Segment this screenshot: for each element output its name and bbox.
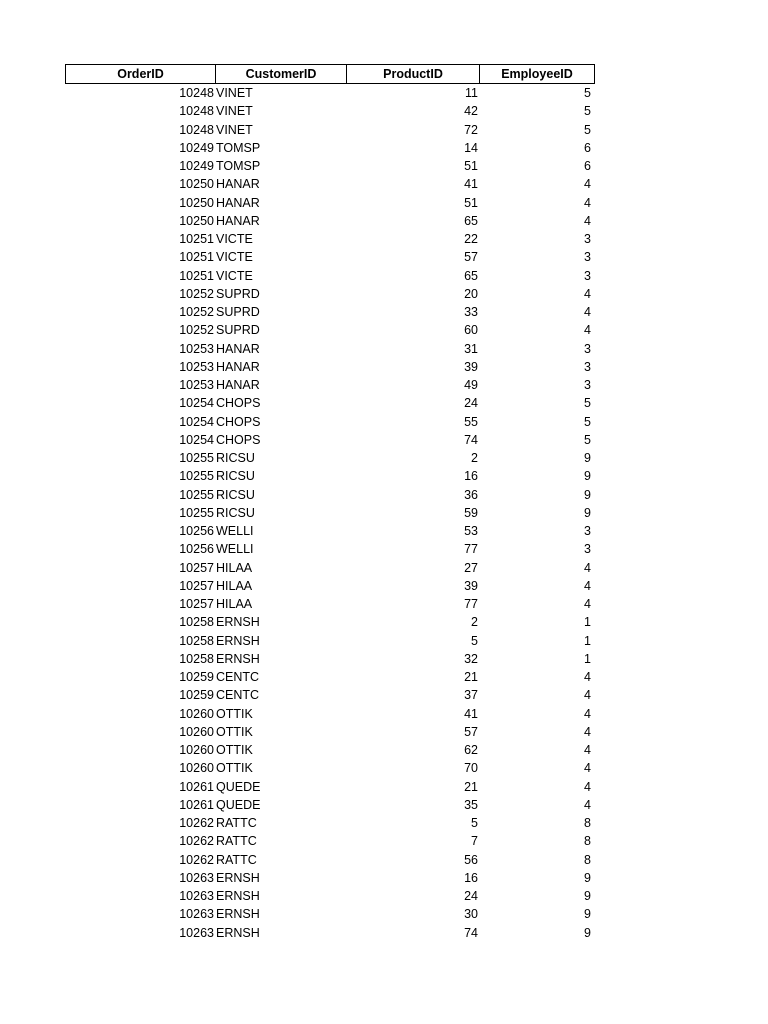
employee-id-cell: 4: [584, 286, 591, 301]
table-row: [65, 705, 595, 723]
employee-id-cell: 9: [584, 907, 591, 922]
customer-id-cell: HILAA: [216, 560, 253, 575]
order-id-cell: 10258: [179, 615, 214, 630]
customer-id-cell: OTTIK: [216, 706, 253, 721]
order-id-cell: 10262: [179, 816, 214, 830]
customer-id-cell: CHOPS: [216, 414, 261, 429]
customer-id-cell: OTTIK: [216, 761, 253, 776]
customer-id-cell: TOMSP: [216, 159, 261, 173]
order-id-cell: 10256: [179, 542, 214, 557]
employee-id-cell: 4: [584, 797, 591, 812]
employee-id-cell: 8: [584, 816, 591, 830]
table-row: [65, 321, 595, 339]
product-id-cell: 16: [464, 870, 478, 885]
header-orderid: OrderID: [66, 65, 216, 83]
table-row: [65, 851, 595, 869]
customer-id-cell: RATTC: [216, 834, 257, 849]
order-id-cell: 10262: [179, 852, 214, 867]
product-id-cell: 2: [471, 615, 478, 630]
order-id-cell: 10254: [179, 414, 214, 429]
table-row: [65, 668, 595, 686]
order-id-cell: 10262: [179, 834, 214, 849]
customer-id-cell: ERNSH: [216, 907, 260, 922]
employee-id-cell: 3: [584, 378, 591, 392]
customer-id-cell: WELLI: [216, 524, 254, 538]
customer-id-cell: ERNSH: [216, 870, 260, 885]
order-id-cell: 10248: [179, 86, 214, 100]
employee-id-cell: 5: [584, 414, 591, 429]
employee-id-cell: 4: [584, 779, 591, 794]
employee-id-cell: 9: [584, 469, 591, 484]
product-id-cell: 57: [464, 250, 478, 265]
table-row: [65, 814, 595, 832]
product-id-cell: 33: [464, 305, 478, 319]
product-id-cell: 60: [464, 323, 478, 338]
employee-id-cell: 3: [584, 542, 591, 557]
employee-id-cell: 5: [584, 396, 591, 411]
employee-id-cell: 4: [584, 195, 591, 210]
product-id-cell: 31: [464, 341, 478, 356]
product-id-cell: 77: [464, 542, 478, 557]
table-row: [65, 84, 595, 102]
table-row: [65, 285, 595, 303]
table-row: [65, 504, 595, 522]
customer-id-cell: HANAR: [216, 341, 260, 356]
customer-id-cell: VINET: [216, 86, 253, 100]
customer-id-cell: CHOPS: [216, 396, 261, 411]
employee-id-cell: 3: [584, 268, 591, 283]
order-id-cell: 10248: [179, 104, 214, 119]
employee-id-cell: 9: [584, 889, 591, 903]
order-id-cell: 10255: [179, 451, 214, 465]
employee-id-cell: 4: [584, 213, 591, 228]
employee-id-cell: 5: [584, 86, 591, 100]
order-id-cell: 10249: [179, 159, 214, 173]
customer-id-cell: HANAR: [216, 213, 260, 228]
table-row: [65, 376, 595, 394]
order-details-table: [65, 64, 595, 942]
employee-id-cell: 4: [584, 706, 591, 721]
product-id-cell: 39: [464, 578, 478, 593]
order-id-cell: 10257: [179, 597, 214, 611]
employee-id-cell: 6: [584, 140, 591, 155]
product-id-cell: 41: [464, 706, 478, 721]
table-row: [65, 522, 595, 540]
customer-id-cell: RICSU: [216, 469, 255, 484]
table-row: [65, 413, 595, 431]
customer-id-cell: HANAR: [216, 195, 260, 210]
order-id-cell: 10260: [179, 761, 214, 776]
employee-id-cell: 3: [584, 359, 591, 374]
customer-id-cell: ERNSH: [216, 889, 260, 903]
product-id-cell: 20: [464, 286, 478, 301]
order-id-cell: 10263: [179, 870, 214, 885]
product-id-cell: 62: [464, 743, 478, 757]
table-row: [65, 157, 595, 175]
customer-id-cell: CHOPS: [216, 432, 261, 447]
customer-id-cell: HILAA: [216, 597, 253, 611]
order-id-cell: 10251: [179, 232, 214, 246]
customer-id-cell: RATTC: [216, 816, 257, 830]
product-id-cell: 16: [464, 469, 478, 484]
employee-id-cell: 4: [584, 688, 591, 703]
order-id-cell: 10258: [179, 633, 214, 648]
table-row: [65, 723, 595, 741]
table-row: [65, 358, 595, 376]
order-id-cell: 10251: [179, 268, 214, 283]
customer-id-cell: TOMSP: [216, 140, 261, 155]
customer-id-cell: OTTIK: [216, 743, 253, 757]
table-row: [65, 303, 595, 321]
customer-id-cell: OTTIK: [216, 724, 253, 739]
table-row: [65, 540, 595, 558]
product-id-cell: 65: [464, 213, 478, 228]
table-row: [65, 559, 595, 577]
table-row: [65, 887, 595, 905]
customer-id-cell: RATTC: [216, 852, 257, 867]
employee-id-cell: 3: [584, 341, 591, 356]
product-id-cell: 11: [465, 86, 478, 100]
order-id-cell: 10261: [179, 797, 214, 812]
product-id-cell: 55: [464, 414, 478, 429]
order-id-cell: 10254: [179, 396, 214, 411]
product-id-cell: 7: [471, 834, 478, 849]
product-id-cell: 59: [464, 505, 478, 520]
product-id-cell: 74: [464, 432, 478, 447]
employee-id-cell: 4: [584, 597, 591, 611]
employee-id-cell: 3: [584, 250, 591, 265]
order-id-cell: 10252: [179, 286, 214, 301]
product-id-cell: 2: [471, 451, 478, 465]
order-id-cell: 10248: [179, 122, 214, 137]
customer-id-cell: RICSU: [216, 451, 255, 465]
employee-id-cell: 9: [584, 451, 591, 465]
order-id-cell: 10257: [179, 560, 214, 575]
product-id-cell: 22: [464, 232, 478, 246]
product-id-cell: 49: [464, 378, 478, 392]
customer-id-cell: HANAR: [216, 359, 260, 374]
table-row: [65, 869, 595, 887]
employee-id-cell: 1: [584, 633, 591, 648]
table-row: [65, 394, 595, 412]
customer-id-cell: RICSU: [216, 487, 255, 502]
employee-id-cell: 4: [584, 578, 591, 593]
table-row: [65, 759, 595, 777]
table-row: [65, 230, 595, 248]
product-id-cell: 30: [464, 907, 478, 922]
employee-id-cell: 4: [584, 323, 591, 338]
customer-id-cell: VINET: [216, 122, 253, 137]
customer-id-cell: RICSU: [216, 505, 255, 520]
order-id-cell: 10255: [179, 469, 214, 484]
order-id-cell: 10251: [179, 250, 214, 265]
product-id-cell: 51: [464, 159, 478, 173]
order-id-cell: 10250: [179, 177, 214, 192]
order-id-cell: 10250: [179, 195, 214, 210]
employee-id-cell: 5: [584, 122, 591, 137]
order-id-cell: 10260: [179, 743, 214, 757]
table-row: [65, 741, 595, 759]
employee-id-cell: 8: [584, 852, 591, 867]
product-id-cell: 24: [464, 889, 478, 903]
employee-id-cell: 5: [584, 432, 591, 447]
customer-id-cell: HILAA: [216, 578, 253, 593]
table-row: [65, 595, 595, 613]
product-id-cell: 57: [464, 724, 478, 739]
product-id-cell: 51: [464, 195, 478, 210]
order-id-cell: 10250: [179, 213, 214, 228]
employee-id-cell: 4: [584, 724, 591, 739]
customer-id-cell: ERNSH: [216, 615, 260, 630]
table-header-row: [65, 64, 595, 84]
table-row: [65, 121, 595, 139]
customer-id-cell: VICTE: [216, 250, 253, 265]
customer-id-cell: CENTC: [216, 688, 260, 703]
table-row: [65, 924, 595, 942]
employee-id-cell: 4: [584, 560, 591, 575]
table-row: [65, 248, 595, 266]
employee-id-cell: 8: [584, 834, 591, 849]
employee-id-cell: 3: [584, 524, 591, 538]
product-id-cell: 5: [471, 816, 478, 830]
employee-id-cell: 4: [584, 743, 591, 757]
product-id-cell: 70: [464, 761, 478, 776]
table-row: [65, 194, 595, 212]
order-id-cell: 10260: [179, 706, 214, 721]
order-id-cell: 10256: [179, 524, 214, 538]
product-id-cell: 72: [464, 122, 478, 137]
order-id-cell: 10252: [179, 305, 214, 319]
employee-id-cell: 9: [584, 870, 591, 885]
customer-id-cell: VICTE: [216, 268, 253, 283]
order-id-cell: 10254: [179, 432, 214, 447]
order-id-cell: 10255: [179, 487, 214, 502]
header-customerid: CustomerID: [216, 65, 347, 83]
employee-id-cell: 4: [584, 761, 591, 776]
customer-id-cell: SUPRD: [216, 286, 260, 301]
customer-id-cell: ERNSH: [216, 925, 260, 940]
product-id-cell: 74: [464, 925, 478, 940]
employee-id-cell: 9: [584, 487, 591, 502]
table-row: [65, 613, 595, 631]
employee-id-cell: 6: [584, 159, 591, 173]
table-row: [65, 340, 595, 358]
table-row: [65, 449, 595, 467]
product-id-cell: 41: [464, 177, 478, 192]
table-body: [65, 84, 595, 942]
customer-id-cell: ERNSH: [216, 633, 260, 648]
customer-id-cell: CENTC: [216, 670, 260, 684]
table-row: [65, 686, 595, 704]
customer-id-cell: SUPRD: [216, 305, 260, 319]
product-id-cell: 53: [464, 524, 478, 538]
customer-id-cell: VINET: [216, 104, 253, 119]
product-id-cell: 21: [464, 670, 478, 684]
product-id-cell: 42: [464, 104, 478, 119]
table-row: [65, 832, 595, 850]
table-row: [65, 139, 595, 157]
product-id-cell: 21: [464, 779, 478, 794]
order-id-cell: 10253: [179, 341, 214, 356]
product-id-cell: 24: [464, 396, 478, 411]
customer-id-cell: HANAR: [216, 177, 260, 192]
product-id-cell: 77: [464, 597, 478, 611]
order-id-cell: 10255: [179, 505, 214, 520]
customer-id-cell: ERNSH: [216, 651, 260, 666]
table-row: [65, 905, 595, 923]
header-employeeid: EmployeeID: [501, 67, 573, 81]
employee-id-cell: 1: [584, 651, 591, 666]
employee-id-cell: 5: [584, 104, 591, 119]
order-id-cell: 10257: [179, 578, 214, 593]
customer-id-cell: HANAR: [216, 378, 260, 392]
customer-id-cell: WELLI: [216, 542, 254, 557]
product-id-cell: 32: [464, 651, 478, 666]
table-row: [65, 778, 595, 796]
order-id-cell: 10261: [179, 779, 214, 794]
order-id-cell: 10252: [179, 323, 214, 338]
table-row: [65, 212, 595, 230]
order-id-cell: 10260: [179, 724, 214, 739]
table-row: [65, 577, 595, 595]
table-row: [65, 431, 595, 449]
order-id-cell: 10263: [179, 907, 214, 922]
table-row: [65, 486, 595, 504]
table-row: [65, 467, 595, 485]
order-id-cell: 10259: [179, 688, 214, 703]
order-id-cell: 10263: [179, 925, 214, 940]
order-id-cell: 10253: [179, 378, 214, 392]
customer-id-cell: SUPRD: [216, 323, 260, 338]
order-id-cell: 10253: [179, 359, 214, 374]
employee-id-cell: 9: [584, 925, 591, 940]
employee-id-cell: 4: [584, 305, 591, 319]
header-productid: ProductID: [347, 65, 480, 83]
product-id-cell: 14: [464, 140, 478, 155]
employee-id-cell: 4: [584, 670, 591, 684]
table-row: [65, 102, 595, 120]
table-row: [65, 175, 595, 193]
customer-id-cell: VICTE: [216, 232, 253, 246]
order-id-cell: 10258: [179, 651, 214, 666]
employee-id-cell: 4: [584, 177, 591, 192]
product-id-cell: 5: [471, 633, 478, 648]
product-id-cell: 37: [464, 688, 478, 703]
employee-id-cell: 9: [584, 505, 591, 520]
customer-id-cell: QUEDE: [216, 779, 261, 794]
table-row: [65, 267, 595, 285]
product-id-cell: 36: [464, 487, 478, 502]
product-id-cell: 65: [464, 268, 478, 283]
employee-id-cell: 1: [584, 615, 591, 630]
order-id-cell: 10249: [179, 140, 214, 155]
product-id-cell: 39: [464, 359, 478, 374]
product-id-cell: 27: [464, 560, 478, 575]
table-row: [65, 632, 595, 650]
customer-id-cell: QUEDE: [216, 797, 261, 812]
product-id-cell: 56: [464, 852, 478, 867]
order-id-cell: 10259: [179, 670, 214, 684]
table-row: [65, 796, 595, 814]
order-id-cell: 10263: [179, 889, 214, 903]
table-row: [65, 650, 595, 668]
employee-id-cell: 3: [584, 232, 591, 246]
product-id-cell: 35: [464, 797, 478, 812]
